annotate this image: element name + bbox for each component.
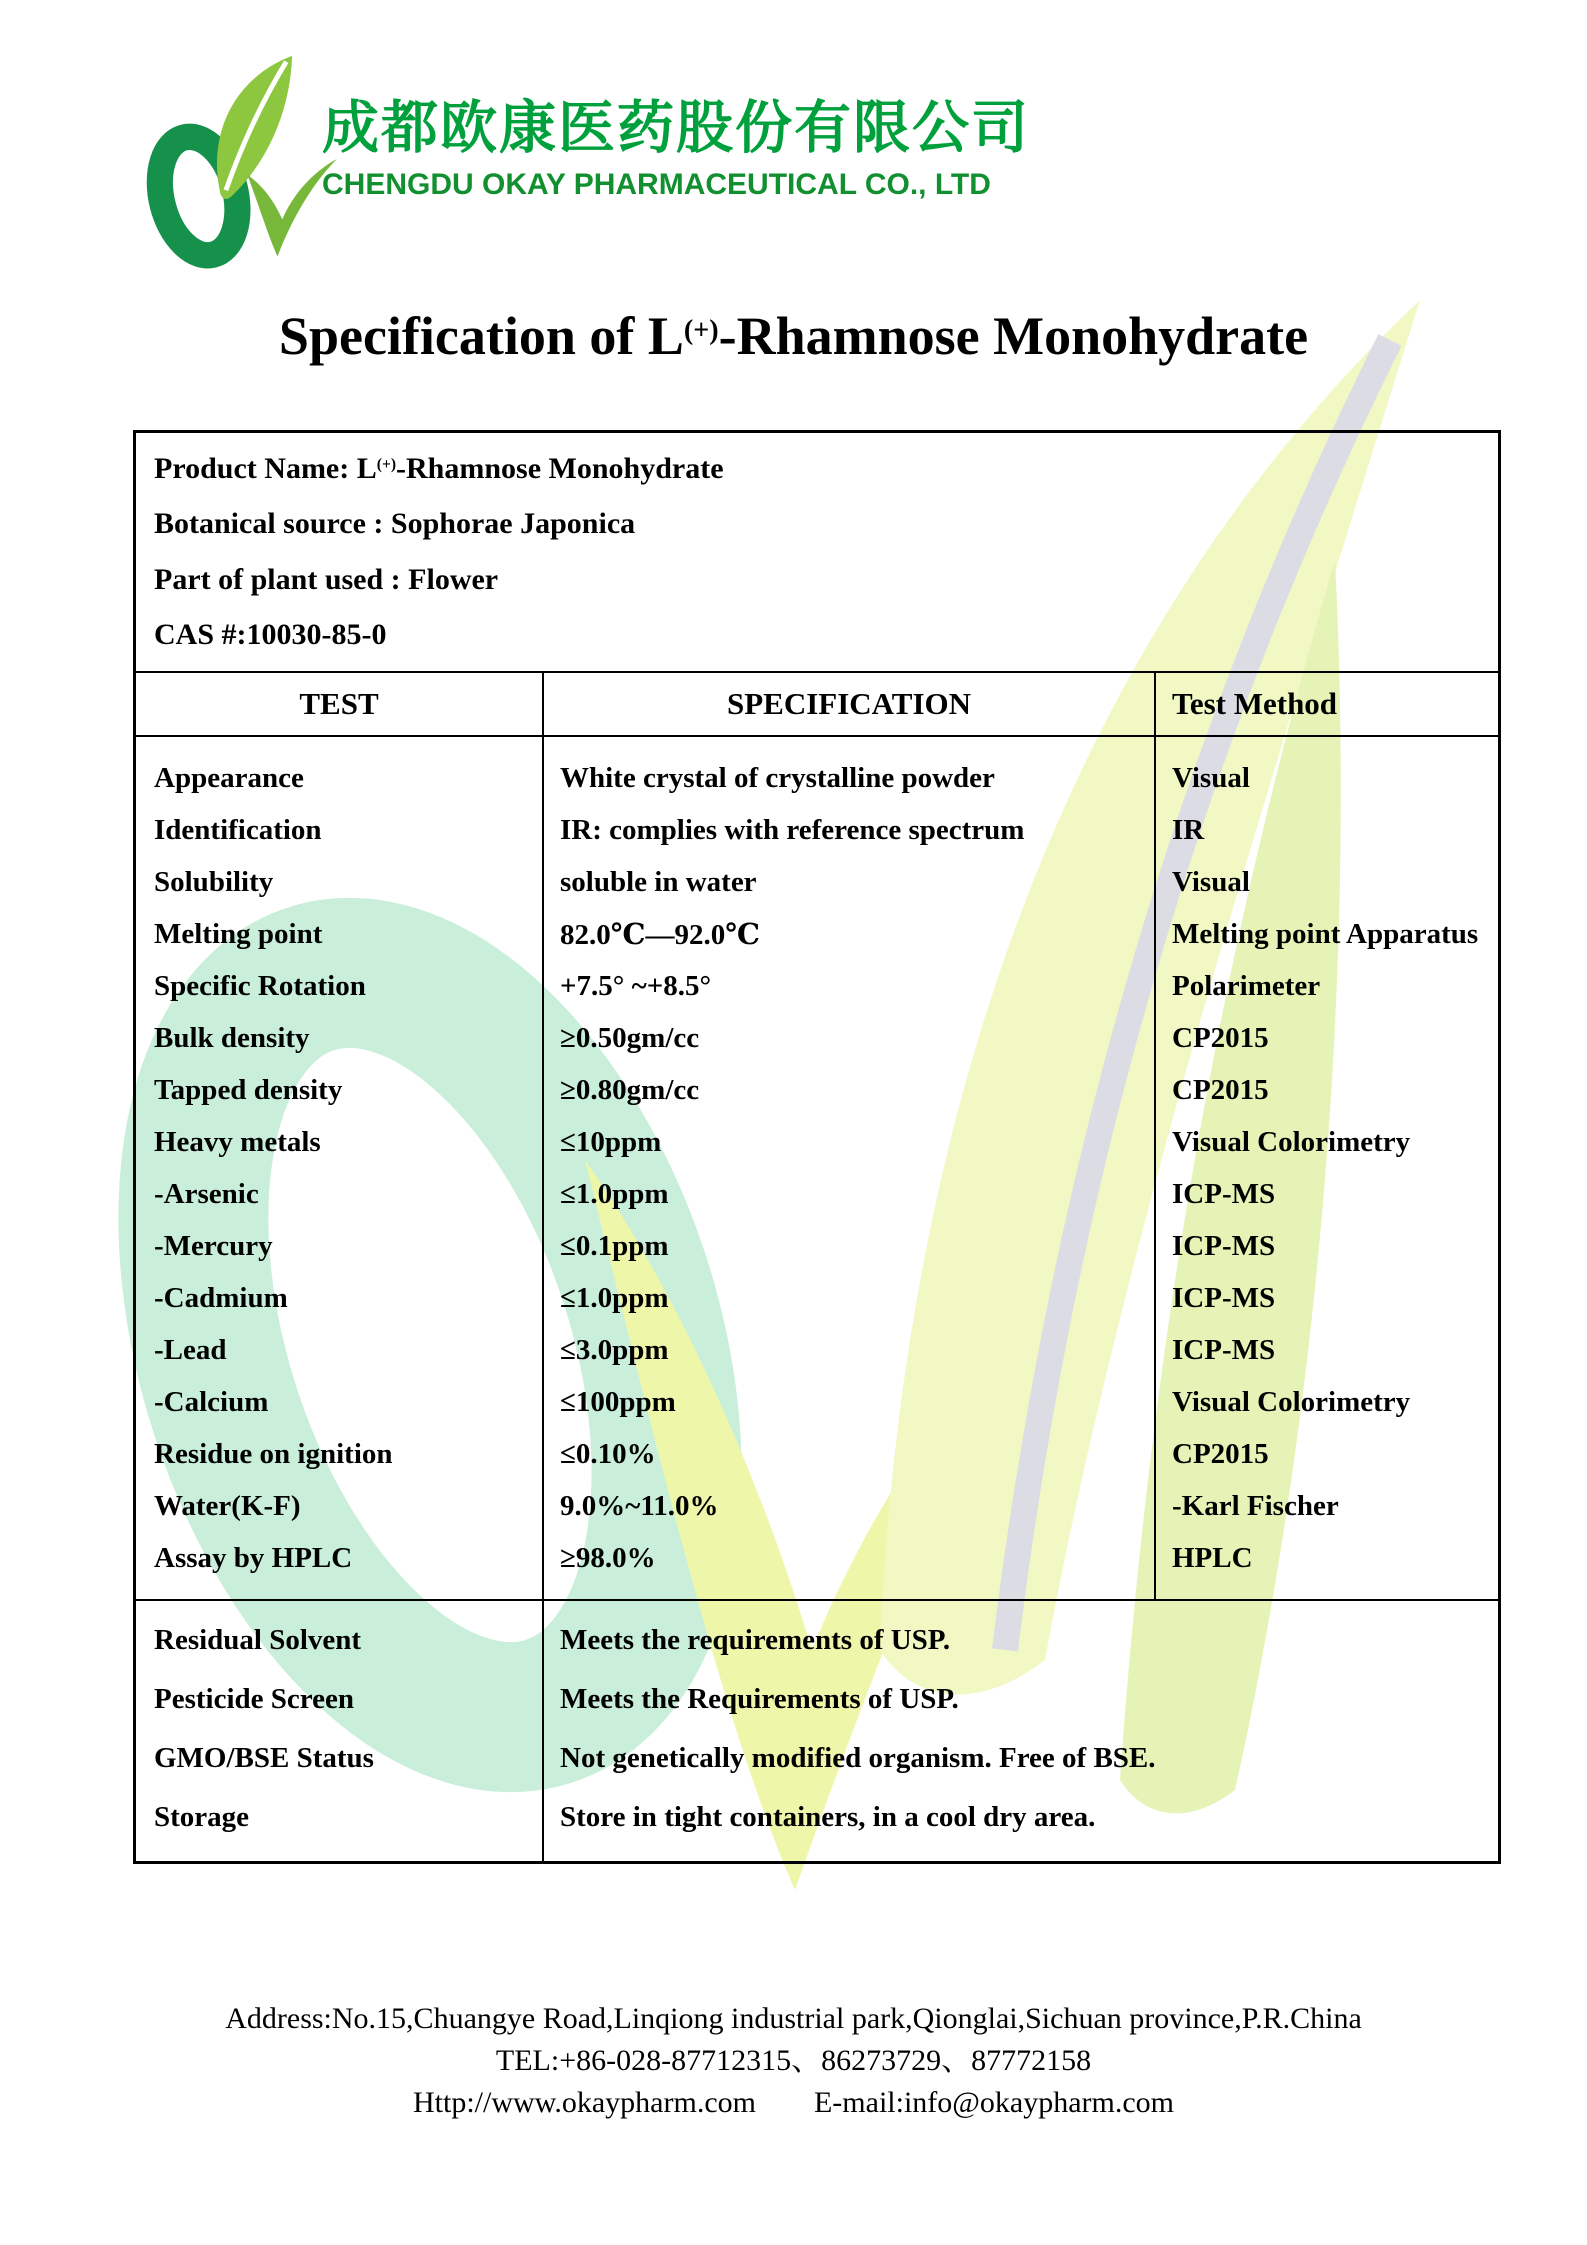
test-method-cell: HPLC xyxy=(1172,1541,1253,1574)
test-method-cell: CP2015 xyxy=(1172,1073,1269,1106)
test-name-cell: Solubility xyxy=(154,865,274,898)
company-name-english: CHENGDU OKAY PHARMACEUTICAL CO., LTD xyxy=(322,168,991,201)
product-info-section xyxy=(136,433,1498,673)
product-name-superscript: (+) xyxy=(376,456,397,474)
test-name-cell: Pesticide Screen xyxy=(154,1683,354,1715)
specification-value-cell: Meets the requirements of USP. xyxy=(560,1624,951,1656)
test-method-cell: ICP-MS xyxy=(1172,1177,1276,1210)
product-name-label: Product Name: xyxy=(154,451,357,485)
specification-value-cell: 9.0%~11.0% xyxy=(560,1489,719,1522)
test-name-cell: Tapped density xyxy=(154,1073,343,1106)
specification-value-cell: ≤100ppm xyxy=(560,1385,676,1418)
test-name-cell: Appearance xyxy=(154,761,304,794)
specification-value-cell: ≤1.0ppm xyxy=(560,1177,669,1210)
test-method-cell: CP2015 xyxy=(1172,1021,1269,1054)
product-name-suffix: -Rhamnose Monohydrate xyxy=(396,451,724,485)
specification-value-cell: ≤10ppm xyxy=(560,1125,662,1158)
test-name-cell: Specific Rotation xyxy=(154,969,366,1002)
test-name-cell: Assay by HPLC xyxy=(154,1541,353,1574)
test-name-cell: Identification xyxy=(154,813,322,846)
email-text: E-mail:info@okaypharm.com xyxy=(813,2086,1175,2119)
test-name-cell: -Cadmium xyxy=(154,1281,288,1314)
test-method-cell: ICP-MS xyxy=(1172,1333,1276,1366)
web-contact-line xyxy=(0,2082,1587,2124)
test-name-cell: Storage xyxy=(154,1801,250,1833)
telephone-line: TEL:+86-028-87712315、86273729、87772158 xyxy=(495,2044,1092,2077)
test-name-cell: Water(K-F) xyxy=(154,1489,301,1522)
specification-value-cell: ≤3.0ppm xyxy=(560,1333,669,1366)
page-footer xyxy=(0,1998,1587,2124)
specification-column xyxy=(544,737,1156,1599)
table-header-row xyxy=(136,673,1498,737)
company-name-chinese: 成都欧康医药股份有限公司 xyxy=(322,95,1030,161)
test-name-cell: -Mercury xyxy=(154,1229,273,1262)
specification-value-cell: ≥98.0% xyxy=(560,1541,656,1574)
product-name-line xyxy=(154,452,1484,486)
test-method-cell: Polarimeter xyxy=(1172,969,1321,1002)
product-name-prefix: L xyxy=(356,451,377,485)
test-method-cell: Visual Colorimetry xyxy=(1172,1125,1411,1158)
title-superscript: (+) xyxy=(683,314,719,346)
address-line: Address:No.15,Chuangye Road,Linqiong industrial park,Qionglai,Sichuan province,P.R.China xyxy=(225,2002,1362,2035)
cas-number-line: CAS #:10030-85-0 xyxy=(154,618,387,652)
test-method-cell: -Karl Fischer xyxy=(1172,1489,1339,1522)
test-name-cell: Residual Solvent xyxy=(154,1624,362,1656)
table-body xyxy=(136,737,1498,1599)
test-name-cell: -Arsenic xyxy=(154,1177,259,1210)
specification-value-cell: ≤1.0ppm xyxy=(560,1281,669,1314)
website-text: Http://www.okaypharm.com xyxy=(412,2086,756,2119)
specification-value-cell: +7.5° ~+8.5° xyxy=(560,969,712,1002)
test-method-cell: CP2015 xyxy=(1172,1437,1269,1470)
part-of-plant-line: Part of plant used : Flower xyxy=(154,562,499,596)
column-header-specification: SPECIFICATION xyxy=(544,673,1156,735)
test-name-cell: Residue on ignition xyxy=(154,1437,393,1470)
title-suffix: -Rhamnose Monohydrate xyxy=(718,306,1309,366)
extra-specification-column xyxy=(544,1601,1498,1861)
test-method-cell: Melting point Apparatus xyxy=(1172,917,1479,950)
test-name-cell: GMO/BSE Status xyxy=(154,1742,374,1774)
test-method-cell: Visual xyxy=(1172,761,1250,794)
company-header xyxy=(322,96,1030,202)
specification-value-cell: ≥0.50gm/cc xyxy=(560,1021,700,1054)
title-prefix: Specification of L xyxy=(278,306,684,366)
specification-table xyxy=(133,430,1501,1864)
column-header-test: TEST xyxy=(136,673,544,735)
specification-value-cell: ≤0.1ppm xyxy=(560,1229,669,1262)
specification-value-cell: White crystal of crystalline powder xyxy=(560,761,995,794)
table-extra-section xyxy=(136,1599,1498,1861)
test-column xyxy=(136,737,544,1599)
test-method-column xyxy=(1156,737,1498,1599)
specification-value-cell: 82.0℃—92.0℃ xyxy=(560,918,760,951)
column-header-test-method: Test Method xyxy=(1172,686,1338,721)
specification-value-cell: IR: complies with reference spectrum xyxy=(560,813,1025,846)
botanical-source-line: Botanical source : Sophorae Japonica xyxy=(154,507,636,541)
company-logo xyxy=(138,50,343,272)
test-name-cell: Bulk density xyxy=(154,1021,310,1054)
specification-value-cell: Not genetically modified organism. Free of BSE. xyxy=(560,1742,1156,1774)
test-name-cell: -Calcium xyxy=(154,1385,269,1418)
test-method-cell: ICP-MS xyxy=(1172,1229,1276,1262)
specification-value-cell: Store in tight containers, in a cool dry area. xyxy=(560,1801,1096,1833)
specification-value-cell: soluble in water xyxy=(560,865,757,898)
test-name-cell: Melting point xyxy=(154,917,323,950)
test-method-cell: Visual Colorimetry xyxy=(1172,1385,1411,1418)
specification-value-cell: ≥0.80gm/cc xyxy=(560,1073,700,1106)
test-name-cell: Heavy metals xyxy=(154,1125,321,1158)
specification-value-cell: ≤0.10% xyxy=(560,1437,656,1470)
test-method-cell: ICP-MS xyxy=(1172,1281,1276,1314)
test-method-cell: IR xyxy=(1172,813,1205,846)
test-method-cell: Visual xyxy=(1172,865,1250,898)
specification-value-cell: Meets the Requirements of USP. xyxy=(560,1683,959,1715)
test-name-cell: -Lead xyxy=(154,1333,227,1366)
page-title xyxy=(0,305,1587,367)
extra-test-column xyxy=(136,1601,544,1861)
